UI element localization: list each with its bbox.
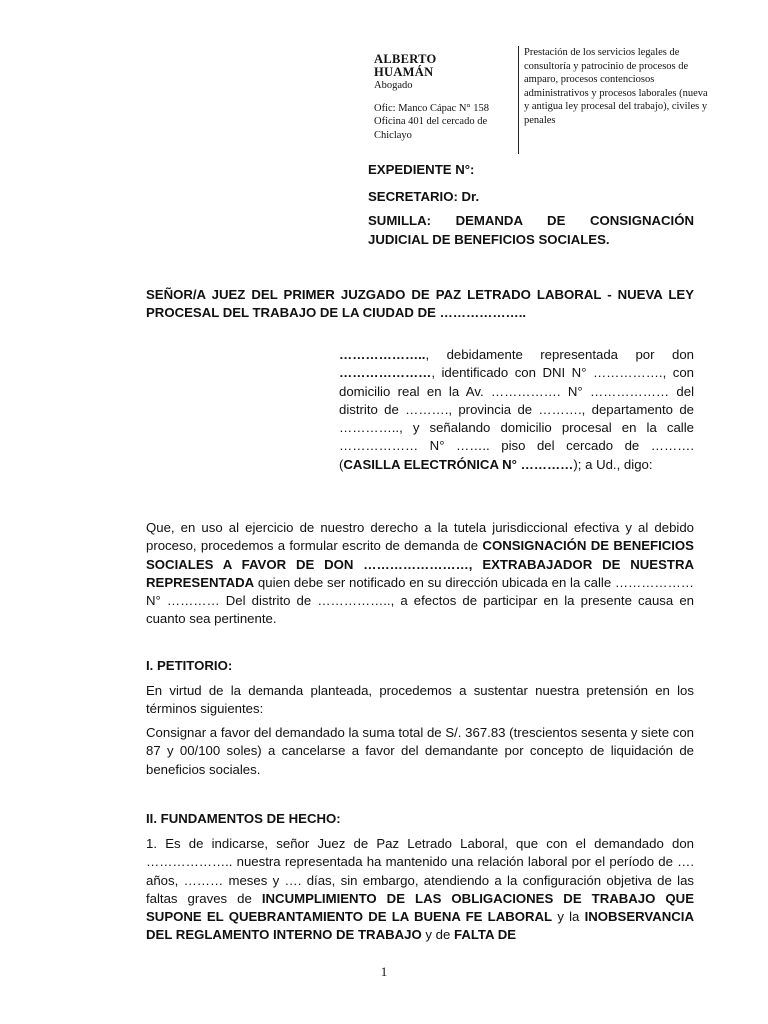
- expediente-label: EXPEDIENTE N°:: [368, 162, 475, 177]
- letterhead-contact: [374, 53, 514, 142]
- fundamentos-paragraph-1: 1. Es de indicarse, señor Juez de Paz Letrado Laboral, que con el demandado don ……………….. nuestra representada ha mantenido una relación laboral por el período de …. años, ……… meses y …. días, sin embargo, atendiendo a la configuración objetiva de las faltas graves de INCUMPLIMIENTO DE LAS OBLIGACIONES DE TRABAJO QUE SUPONE EL QUEBRANTAMIENTO DE LA BUENA FE LABORAL y la INOBSERVANCIA DEL REGLAMENTO INTERNO DE TRABAJO y de FALTA DE: [146, 836, 694, 943]
- addressee-heading: SEÑOR/A JUEZ DEL PRIMER JUZGADO DE PAZ LETRADO LABORAL - NUEVA LEY PROCESAL DEL TRABAJO DE LA CIUDAD DE ………………..: [146, 287, 694, 321]
- demand-paragraph: Que, en uso al ejercicio de nuestro derecho a la tutela jurisdiccional efectiva y al debido proceso, procedemos a formular escrito de demanda de CONSIGNACIÓN DE BENEFICIOS SOCIALES A FAVOR DE DON ……………………, EXTRABAJADOR DE NUESTRA REPRESENTADA quien debe ser notificado en su dirección ubicada en la calle ……………… N° ………… Del distrito de …………….., a efectos de participar en la presente causa en cuanto sea pertinente.: [146, 520, 694, 627]
- office-address: Ofic: Manco Cápac N° 158 Oficina 401 del cercado de Chiclayo: [374, 102, 489, 141]
- page-number: 1: [380, 964, 388, 979]
- fundamentos-heading: II. FUNDAMENTOS DE HECHO:: [146, 811, 341, 826]
- secretario-label: SECRETARIO: Dr.: [368, 189, 480, 204]
- letterhead-divider: [518, 46, 519, 154]
- letterhead-services: Prestación de los servicios legales de consultoría y patrocinio de procesos de amparo, procesos contenciosos administrativos y procesos laborales (nueva y antigua ley procesal del trabajo), civiles y penales: [524, 47, 708, 126]
- sumilla-line-1: SUMILLA: DEMANDA DE CONSIGNACIÓN: [368, 213, 694, 228]
- lawyer-title: Abogado: [374, 80, 413, 91]
- petitorio-paragraph-1: En virtud de la demanda planteada, procedemos a sustentar nuestra pretensión en los términos siguientes:: [146, 683, 694, 717]
- petitorio-heading: I. PETITORIO:: [146, 658, 233, 673]
- petitorio-paragraph-2: Consignar a favor del demandado la suma total de S/. 367.83 (trescientos sesenta y siete con 87 y 00/100 soles) a cancelarse a favor del demandante por concepto de liquidación de beneficios sociales.: [146, 725, 694, 777]
- intro-paragraph: ……………….., debidamente representada por don …………………, identificado con DNI N° ……………., con domicilio real en la Av. ……………. N° ……………… del distrito de ………., provincia de ………., departamento de ………….., y señalando domicilio procesal en la calle ……………… N° …….. piso del cercado de ………. (CASILLA ELECTRÓNICA N° …………); a Ud., digo:: [339, 347, 694, 472]
- sumilla-line-2: JUDICIAL DE BENEFICIOS SOCIALES.: [368, 232, 610, 247]
- lawyer-name: ALBERTO HUAMÁN: [374, 52, 437, 79]
